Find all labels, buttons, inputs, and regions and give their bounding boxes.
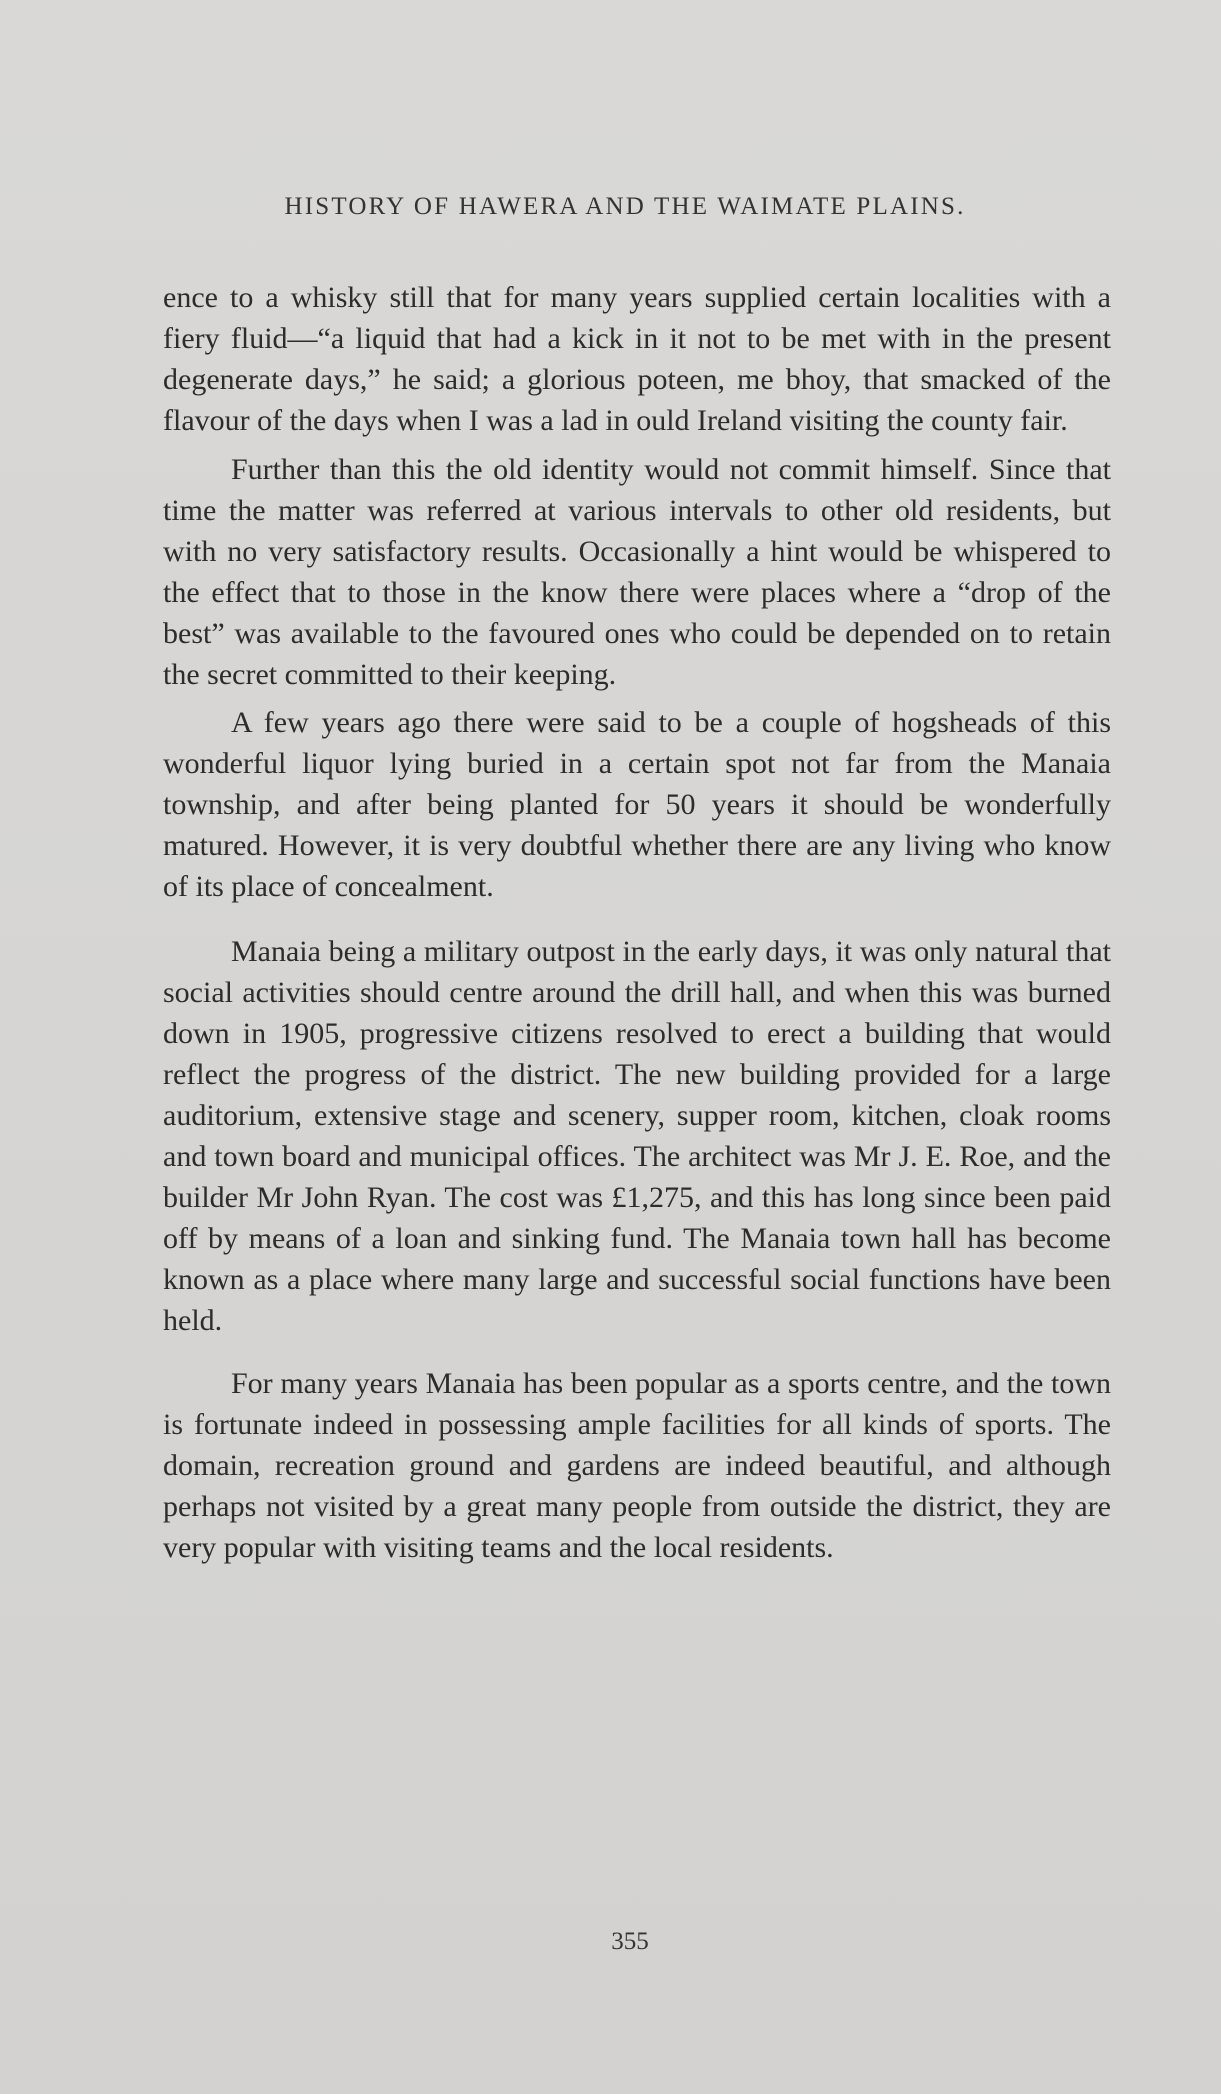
- paragraph-1: ence to a whisky still that for many years supplied certain localities with a fiery fluid—“a liquid that had a kick in it not to be met with in the present degenerate days,” he said; a glorious poteen, me bhoy, that smacked of the flavour of the days when I was a lad in ould Ireland visiting the county fair.: [163, 281, 1111, 437]
- paragraph-4: Manaia being a military outpost in the early days, it was only natural that social activities should centre around the drill hall, and when this was burned down in 1905, progressive citizens resolved to erect a building that would reflect the progress of the district. The new building provided for a large auditorium, extensive stage and scenery, supper room, kitchen, cloak rooms and town board and municipal offices. The architect was Mr J. E. Roe, and the builder Mr John Ryan. The cost was £1,275, and this has long since been paid off by means of a loan and sinking fund. The Manaia town hall has become known as a place where many large and successful social functions have been held.: [163, 935, 1111, 1337]
- paragraph-2: Further than this the old identity would not commit himself. Since that time the matter was referred at various intervals to other old residents, but with no very satisfactory results. Occasionally a hint would be whispered to the effect that to those in the know there were places where a “drop of the best” was available to the favoured ones who could be depended on to retain the secret committed to their keeping.: [163, 453, 1111, 691]
- paragraph-3: A few years ago there were said to be a couple of hogsheads of this wonderful liquor lying buried in a certain spot not far from the Manaia township, and after being planted for 50 years it should be wonderfully matured. However, it is very doubtful whether there are any living who know of its place of concealment.: [163, 706, 1111, 903]
- running-head: HISTORY OF HAWERA AND THE WAIMATE PLAINS.: [284, 193, 966, 220]
- paragraph-5: For many years Manaia has been popular as a sports centre, and the town is fortunate indeed in possessing ample facilities for all kinds of sports. The domain, recreation ground and gardens are indeed beautiful, and although perhaps not visited by a great many people from outside the district, they are very popular with visiting teams and the local residents.: [163, 1367, 1111, 1564]
- body-text: [163, 277, 1111, 1568]
- page-number: 355: [611, 1928, 649, 1955]
